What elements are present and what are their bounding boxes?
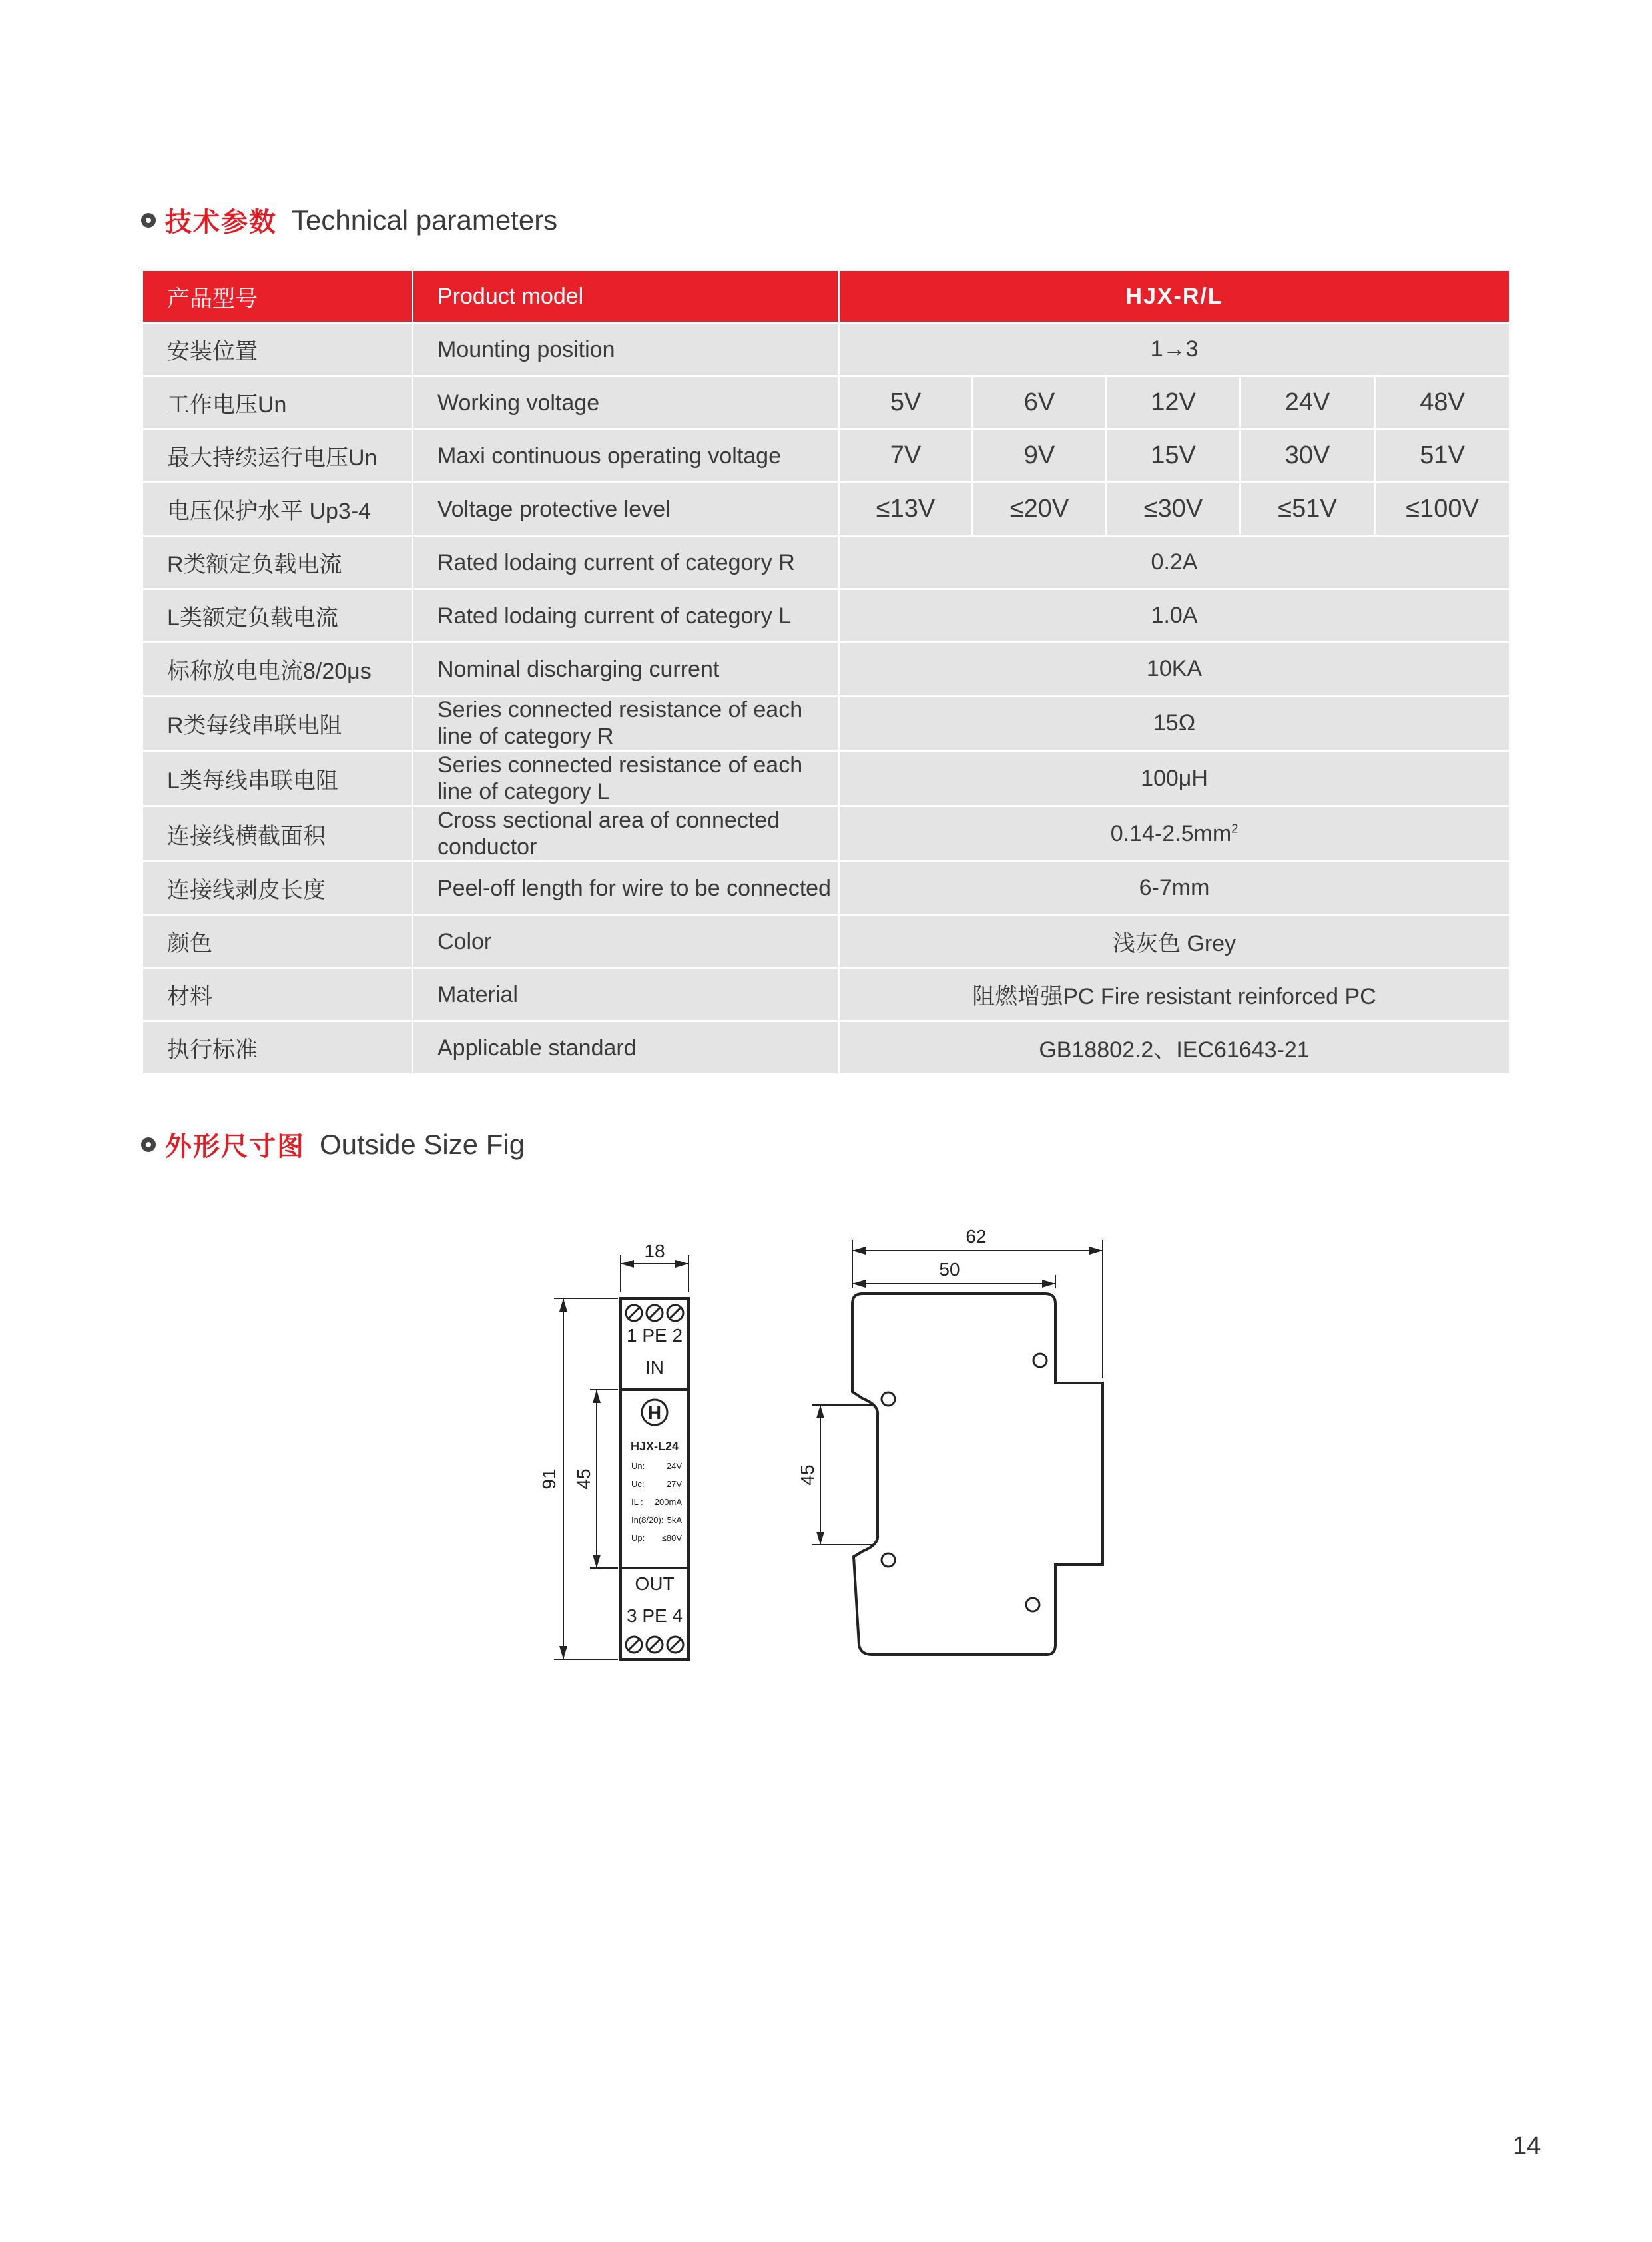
row-label-en: Series connected resistance of each line of category R [413, 696, 839, 751]
row-label-en: Material [413, 968, 839, 1021]
dim-total-label: 62 [965, 1226, 987, 1247]
row-label-cn: 工作电压Un [142, 376, 413, 429]
row-value: 7V [839, 429, 973, 483]
row-value: 9V [973, 429, 1107, 483]
spec-value: ≤80V [661, 1533, 682, 1543]
dim-top-label: 50 [939, 1259, 960, 1280]
spec-value: 24V [666, 1461, 682, 1471]
in-label: IN [645, 1357, 664, 1378]
hole-icon [882, 1553, 895, 1567]
row-value: 0.2A [839, 536, 1510, 589]
section-title-cn: 外形尺寸图 [165, 1132, 305, 1161]
row-value: ≤100V [1375, 483, 1510, 536]
row-value: 48V [1375, 376, 1510, 429]
row-label-cn: 最大持续运行电压Un [142, 429, 413, 483]
row-value: ≤30V [1107, 483, 1240, 536]
row-value: 30V [1240, 429, 1375, 483]
dim-rail-label: 45 [797, 1464, 818, 1486]
spec-value: 5kA [667, 1515, 682, 1525]
hole-icon [1033, 1354, 1047, 1367]
row-label-cn: R类每线串联电阻 [142, 696, 413, 751]
row-value: 10KA [839, 643, 1510, 696]
top-screw-icons [626, 1305, 683, 1321]
row-value: ≤51V [1240, 483, 1375, 536]
spec-key: In(8/20): [631, 1515, 664, 1525]
row-value: 15V [1107, 429, 1240, 483]
row-label-cn: 颜色 [142, 915, 413, 968]
model-label: HJX-L24 [630, 1440, 679, 1453]
spec-lines [631, 1461, 682, 1543]
row-label-en: Series connected resistance of each line of category L [413, 751, 839, 806]
dim-height-label: 91 [539, 1468, 559, 1490]
row-label-en: Nominal discharging current [413, 643, 839, 696]
spec-key: Uc: [631, 1479, 645, 1489]
top-terminals-label: 1 PE 2 [626, 1325, 683, 1346]
row-label-en: Voltage protective level [413, 483, 839, 536]
row-label-cn: 执行标准 [142, 1021, 413, 1075]
row-label-cn: L类每线串联电阻 [142, 751, 413, 806]
row-label-en: Applicable standard [413, 1021, 839, 1075]
row-value: 6-7mm [839, 862, 1510, 915]
hole-icon [1026, 1598, 1039, 1611]
spec-key: Up: [631, 1533, 645, 1543]
section-title-en: Outside Size Fig [320, 1128, 525, 1160]
row-value: 12V [1107, 376, 1240, 429]
row-label-en: Peel-off length for wire to be connected [413, 862, 839, 915]
hole-icon [882, 1392, 895, 1406]
header-cn: 产品型号 [142, 270, 413, 323]
row-value: $0.14-2.5mm^2$ [839, 806, 1510, 862]
row-value: ≤20V [973, 483, 1107, 536]
out-label: OUT [635, 1573, 675, 1594]
row-value: ≤13V [839, 483, 973, 536]
row-value: 15Ω [839, 696, 1510, 751]
side-view [797, 1226, 1103, 1655]
page-number: 14 [1513, 2132, 1541, 2160]
dim-width-label: 18 [644, 1241, 665, 1261]
section-title-cn: 技术参数 [165, 208, 277, 237]
row-value: 阻燃增强PC Fire resistant reinforced PC [839, 968, 1510, 1021]
spec-key: Un: [631, 1461, 645, 1471]
spec-value: 200mA [654, 1497, 682, 1507]
row-label-en: Maxi continuous operating voltage [413, 429, 839, 483]
header-en: Product model [413, 270, 839, 323]
row-value: 1→3 [839, 323, 1510, 376]
row-label-cn: 安装位置 [142, 323, 413, 376]
header-model: HJX-R/L [839, 270, 1510, 323]
row-label-cn: 连接线剥皮长度 [142, 862, 413, 915]
row-label-cn: 标称放电电流8/20μs [142, 643, 413, 696]
row-label-en: Rated lodaing current of category L [413, 589, 839, 643]
front-view [539, 1241, 688, 1659]
row-label-en: Cross sectional area of connected conductor [413, 806, 839, 862]
row-value: 51V [1375, 429, 1510, 483]
bottom-screw-icons [626, 1637, 683, 1653]
row-value: 5V [839, 376, 973, 429]
row-label-en: Working voltage [413, 376, 839, 429]
row-value: 24V [1240, 376, 1375, 429]
row-value: GB18802.2、IEC61643-21 [839, 1021, 1510, 1075]
row-label-en: Rated lodaing current of category R [413, 536, 839, 589]
spec-key: IL : [631, 1497, 643, 1507]
row-label-cn: L类额定负载电流 [142, 589, 413, 643]
row-label-cn: 连接线横截面积 [142, 806, 413, 862]
bottom-terminals-label: 3 PE 4 [626, 1605, 683, 1626]
row-label-cn: 材料 [142, 968, 413, 1021]
row-value: 100μH [839, 751, 1510, 806]
row-label-cn: R类额定负载电流 [142, 536, 413, 589]
row-value: 浅灰色 Grey [839, 915, 1510, 968]
spec-value: 27V [666, 1479, 682, 1489]
row-value: 1.0A [839, 589, 1510, 643]
section-title-en: Technical parameters [292, 204, 558, 236]
logo-letter: H [647, 1402, 662, 1423]
row-value: 6V [973, 376, 1107, 429]
row-label-en: Color [413, 915, 839, 968]
row-label-en: Mounting position [413, 323, 839, 376]
row-label-cn: 电压保护水平 Up3-4 [142, 483, 413, 536]
dim-inner-label: 45 [573, 1468, 594, 1490]
